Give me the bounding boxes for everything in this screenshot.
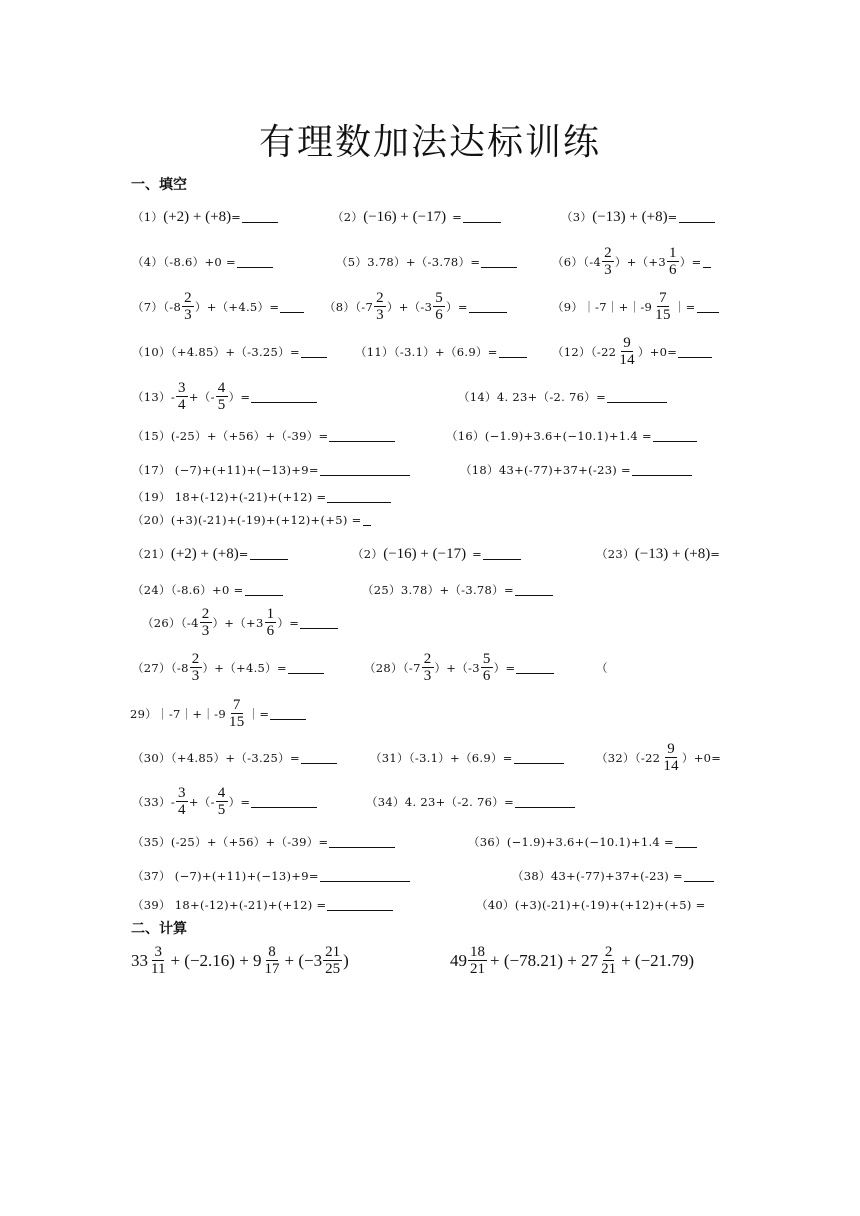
question-row <box>132 197 278 237</box>
question-25: （25）3.78）+（-3.78）= <box>362 582 553 598</box>
answer-blank[interactable] <box>499 356 527 358</box>
question-11: （11）（-3.1）+（6.9）= <box>355 344 527 360</box>
answer-blank[interactable] <box>678 356 712 358</box>
question-14: （14）4. 23+（-2. 76）= <box>458 389 667 405</box>
question-8: （8）（-7 $\frac{2}{3}$ ）+（-3 $\frac{5}{6}$ ）= <box>324 291 507 323</box>
answer-blank[interactable] <box>270 718 306 720</box>
answer-blank[interactable] <box>675 846 697 848</box>
answer-blank[interactable] <box>632 474 692 476</box>
question-17: （17） (−7)+(+11)+(−13)+9= <box>132 462 410 478</box>
question-32: （32）（-22 $\frac{9}{14}$ ）+0= <box>596 741 722 774</box>
answer-blank[interactable] <box>463 221 501 223</box>
fraction: $\frac{2}{3}$ <box>191 651 200 684</box>
calc-expression-2: 49 $\frac{18}{21}$ + (−78.21) + 27 $\frac{2}{21}$ + (−21.79) <box>450 944 695 977</box>
answer-blank[interactable] <box>242 221 278 223</box>
question-29: 29）｜-7｜+｜-9 $\frac{7}{15}$ ｜= <box>130 698 306 730</box>
answer-blank[interactable] <box>237 266 273 268</box>
question-40: （40）(+3)(-21)+(-19)+(+12)+(+5) = <box>476 898 706 912</box>
calc-expression-1: 33 $\frac{3}{11}$ + (−2.16) + 9 $\frac{8}{17}$ + (−3 $\frac{21}{25}$ ) <box>131 944 349 977</box>
answer-blank[interactable] <box>250 558 288 560</box>
question-36: （36）(−1.9)+3.6+(−10.1)+1.4 = <box>468 834 697 850</box>
answer-blank[interactable] <box>653 440 697 442</box>
answer-blank[interactable] <box>288 672 324 674</box>
question-38: （38）43+(-77)+37+(-23) = <box>512 868 714 884</box>
fraction: $\frac{21}{25}$ <box>325 944 341 977</box>
question-20: （20）(+3)(-21)+(-19)+(+12)+(+5) = <box>132 512 371 528</box>
question-35: （35）(-25）+（+56）+（-39）= <box>132 834 395 850</box>
answer-blank[interactable] <box>320 474 410 476</box>
question-16: （16）(−1.9)+3.6+(−10.1)+1.4 = <box>446 428 697 444</box>
question-29-open-paren: （ <box>596 661 608 675</box>
fraction: $\frac{2}{3}$ <box>201 606 210 639</box>
question-15: （15）(-25）+（+56）+（-39）= <box>132 428 395 444</box>
fraction: $\frac{2}{3}$ <box>604 245 612 278</box>
answer-blank[interactable] <box>300 627 338 629</box>
answer-blank[interactable] <box>363 524 371 526</box>
question-30: （30）（+4.85）+（-3.25）= <box>132 750 337 766</box>
question-28: （28）（-7 $\frac{2}{3}$ ）+（-3 $\frac{5}{6}$ ）= <box>364 652 554 684</box>
answer-blank[interactable] <box>697 311 719 313</box>
answer-blank[interactable] <box>516 672 554 674</box>
answer-blank[interactable] <box>301 356 327 358</box>
question-4: （4）（-8.6）+0 = <box>132 254 273 270</box>
section-fill-heading: 一、填空 <box>131 177 187 193</box>
answer-blank[interactable] <box>679 221 715 223</box>
fraction: $\frac{18}{21}$ <box>470 944 485 977</box>
fraction: $\frac{2}{3}$ <box>423 651 432 684</box>
fraction: $\frac{9}{14}$ <box>619 335 635 368</box>
answer-blank[interactable] <box>251 401 317 403</box>
question-6: （6）（-4 $\frac{2}{3}$ ）+（+3 $\frac{1}{6}$ ）= <box>552 246 711 278</box>
answer-blank[interactable] <box>301 762 337 764</box>
section-calc-heading: 二、计算 <box>131 921 187 937</box>
answer-blank[interactable] <box>245 594 283 596</box>
question-21: （21） (+2) + (+8) = <box>132 546 288 563</box>
answer-blank[interactable] <box>469 311 507 313</box>
question-3: （3） (−13) + (+8) = <box>561 209 715 226</box>
question-34: （34）4. 23+（-2. 76）= <box>366 794 575 810</box>
question-9: （9）｜-7｜+｜-9 $\frac{7}{15}$ ｜= <box>552 291 719 323</box>
question-33: （33）- $\frac{3}{4}$ +（- $\frac{4}{5}$ ）= <box>132 786 317 818</box>
answer-blank[interactable] <box>329 440 395 442</box>
question-39: （39） 18+(-12)+(-21)+(+12) = <box>132 897 393 913</box>
answer-blank[interactable] <box>327 909 393 911</box>
fraction: $\frac{5}{6}$ <box>435 290 444 323</box>
question-18: （18）43+(-77)+37+(-23) = <box>460 462 692 478</box>
question-12: （12）（-22 $\frac{9}{14}$ ）+0= <box>552 336 712 368</box>
answer-blank[interactable] <box>514 762 564 764</box>
answer-blank[interactable] <box>483 558 521 560</box>
fraction: $\frac{3}{4}$ <box>178 785 186 818</box>
question-5: （5）3.78）+（-3.78）= <box>336 254 517 270</box>
fraction: $\frac{3}{4}$ <box>178 380 186 413</box>
question-24: （24）（-8.6）+0 = <box>132 582 283 598</box>
answer-blank[interactable] <box>481 266 517 268</box>
fraction: $\frac{3}{11}$ <box>151 944 166 977</box>
fraction: $\frac{5}{6}$ <box>482 651 491 684</box>
question-19: （19） 18+(-12)+(-21)+(+12) = <box>132 489 391 505</box>
question-2: （2） (−16) + (−17) = <box>332 209 501 226</box>
answer-blank[interactable] <box>607 401 667 403</box>
fraction: $\frac{7}{15}$ <box>655 290 671 323</box>
fraction: $\frac{1}{6}$ <box>668 245 677 278</box>
answer-blank[interactable] <box>280 311 304 313</box>
question-26: （26）（-4 $\frac{2}{3}$ ）+（+3 $\frac{1}{6}$ ）= <box>142 607 338 639</box>
page-title: 有理数加法达标训练 <box>258 122 601 163</box>
question-27: （27）（-8 $\frac{2}{3}$ ）+（+4.5）= <box>132 652 324 684</box>
question-23: （23） (−13) + (+8) = <box>596 545 721 562</box>
fraction: $\frac{4}{5}$ <box>217 380 226 413</box>
fraction: $\frac{8}{17}$ <box>264 944 280 977</box>
answer-blank[interactable] <box>703 266 711 268</box>
question-7: （7）（-8 $\frac{2}{3}$ ）+（+4.5）= <box>132 291 304 323</box>
answer-blank[interactable] <box>515 806 575 808</box>
fraction: $\frac{2}{3}$ <box>184 290 192 323</box>
fraction: $\frac{1}{6}$ <box>266 606 275 639</box>
question-37: （37） (−7)+(+11)+(−13)+9= <box>132 868 410 884</box>
question-22: （2） (−16) + (−17) = <box>352 546 521 563</box>
fraction: $\frac{4}{5}$ <box>217 785 226 818</box>
answer-blank[interactable] <box>684 880 714 882</box>
answer-blank[interactable] <box>320 880 410 882</box>
question-31: （31）（-3.1）+（6.9）= <box>370 750 564 766</box>
question-10: （10）（+4.85）+（-3.25）= <box>132 344 327 360</box>
fraction: $\frac{2}{3}$ <box>376 290 384 323</box>
answer-blank[interactable] <box>251 806 317 808</box>
question-13: （13）- $\frac{3}{4}$ +（- $\frac{4}{5}$ ）= <box>132 381 317 413</box>
fraction: $\frac{2}{21}$ <box>601 944 617 977</box>
question-1: （1） (+2) + (+8) = <box>132 209 278 226</box>
fraction: $\frac{9}{14}$ <box>663 741 679 774</box>
fraction: $\frac{7}{15}$ <box>228 697 245 730</box>
answer-blank[interactable] <box>329 846 395 848</box>
answer-blank[interactable] <box>515 594 553 596</box>
